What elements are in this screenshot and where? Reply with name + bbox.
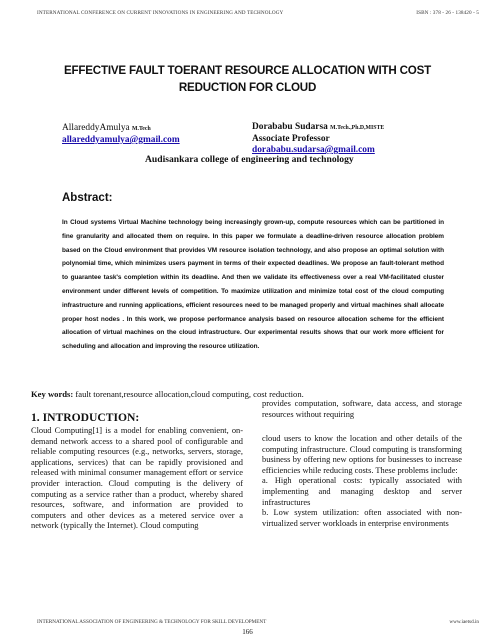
author-2-email[interactable]: dorababu.sudarsa@gmail.com <box>252 145 375 155</box>
author-2 <box>252 122 384 156</box>
left-column <box>31 411 243 532</box>
college-affiliation: Audisankara college of engineering and technology <box>145 154 354 165</box>
header-isbn: ISBN : 378 - 26 - 138420 - 5 <box>416 10 479 16</box>
right-column-top: provides computation, software, data access, and storage resources without requiring <box>262 399 462 419</box>
right-paragraph: cloud users to know the location and other details of the computing infrastructure. Cloud computing is transforming business by offering new options for businesses to increase efficiencies while reducing costs. These problems include: <box>262 434 462 475</box>
introduction-heading: 1. INTRODUCTION: <box>31 411 140 424</box>
list-item-a: a. High operational costs: typically associated with implementing and managing desktop and server infrastructures <box>262 476 462 507</box>
keywords-label: Key words: <box>31 389 74 399</box>
keywords-text: fault torenant,resource allocation,cloud computing, cost reduction. <box>73 389 304 399</box>
footer-url[interactable]: www.iaetsd.in <box>449 619 479 625</box>
author-1-name: AllareddyAmulya <box>62 123 130 133</box>
list-item-b: b. Low system utilization: often associated with non-virtualized server workloads in enterprise environments <box>262 508 462 528</box>
abstract-heading: Abstract: <box>62 192 113 204</box>
author-1-degree: M.Tech <box>132 126 151 132</box>
right-column <box>262 434 462 529</box>
page-number: 166 <box>242 628 253 636</box>
author-2-name: Dorababu Sudarsa <box>252 122 328 132</box>
author-2-degree: M.Tech.,Ph.D,MISTE <box>330 125 385 131</box>
introduction-body: Cloud Computing[1] is a model for enabling convenient, on-demand network access to a shared pool of configurable and reliable computing resources (e.g., networks, servers, storage, applications, services) that can be rapidly provisioned and released with minimal consumer management effort or service provider interaction. Cloud computing is the delivery of computing as a service rather than a product, whereby shared resources, software, and information are provided to computers and other devices as a metered service over a network (typically the Internet). Cloud computing <box>31 426 243 531</box>
running-header <box>0 10 495 20</box>
footer-association: INTERNATIONAL ASSOCIATION OF ENGINEERING & TECHNOLOGY FOR SKILL DEVELOPMENT <box>37 619 267 625</box>
author-1 <box>62 123 180 146</box>
header-conference: INTERNATIONAL CONFERENCE ON CURRENT INNOVATIONS IN ENGINEERING AND TECHNOLOGY <box>37 10 284 16</box>
author-2-role: Associate Professor <box>252 134 330 144</box>
abstract-body: In Cloud systems Virtual Machine technology being increasingly grown-up, compute resources which can be partitioned in fine granularity and allocated them on require. In this paper we formulate a deadline-driven resource allocation problem based on the Cloud environment that provides VM resource isolation technology, and also propose an optimal solution with polynomial time, which minimizes users payment in terms of their expected deadlines. We propose an fault-tolerant method to guarantee task's completion within its deadline. And then we validate its effectiveness over a real VM-facilitated cluster environment under different levels of competition. To maximize utilization and minimize total cost of the cloud computing infrastructure and running applications, efficient resources need to be managed properly and virtual machines shall allocate proper host nodes . In this work, we propose performance analysis based on resource allocation scheme for the efficient allocation of virtual machines on the cloud infrastructure. Our experimental results shows that our work more efficient for scheduling and allocation and improving the resource utilization. <box>62 219 444 351</box>
paper-title: EFFECTIVE FAULT TOERANT RESOURCE ALLOCATION WITH COST REDUCTION FOR CLOUD <box>63 64 432 94</box>
author-1-email[interactable]: allareddyamulya@gmail.com <box>62 135 180 145</box>
keywords <box>31 389 304 399</box>
